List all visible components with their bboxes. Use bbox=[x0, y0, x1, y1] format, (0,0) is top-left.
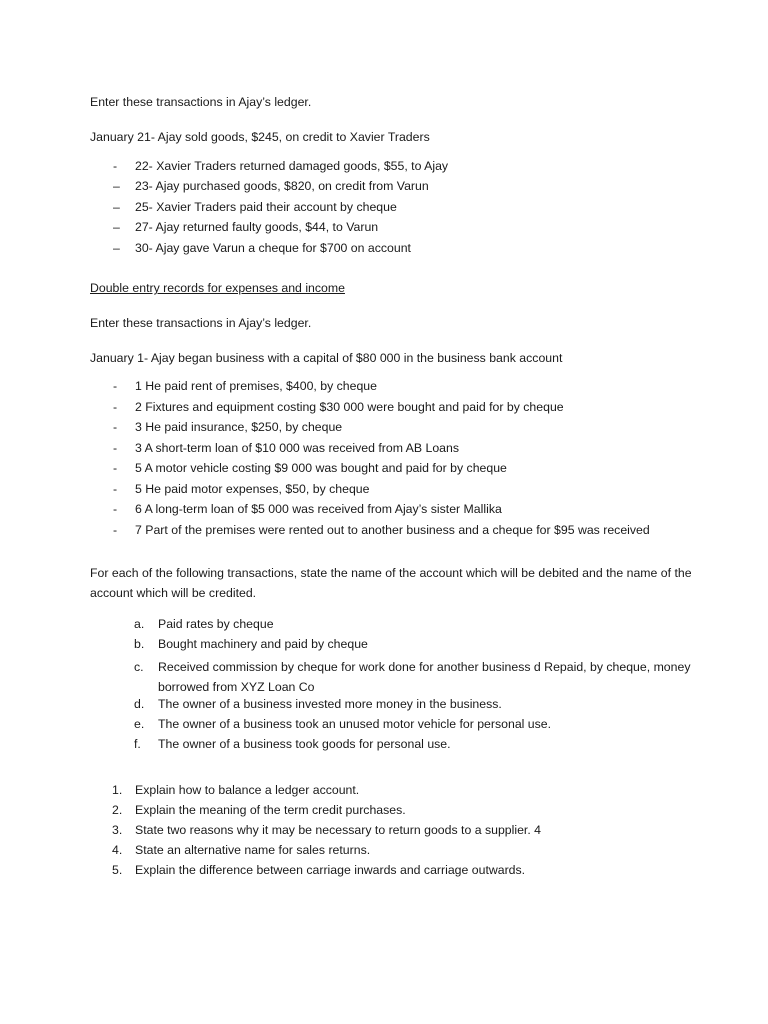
list-item: 3. State two reasons why it may be necessary to return goods to a supplier. 4 bbox=[112, 823, 542, 838]
section1-lead: January 21- Ajay sold goods, $245, on credit to Xavier Traders bbox=[90, 129, 430, 144]
list-item: b. Bought machinery and paid by cheque bbox=[134, 637, 368, 652]
section4-list bbox=[90, 783, 730, 883]
list-item: - 3 A short-term loan of $10 000 was received from AB Loans bbox=[113, 440, 459, 455]
list-item: f. The owner of a business took goods for personal use. bbox=[134, 737, 451, 752]
list-item: - 3 He paid insurance, $250, by cheque bbox=[113, 420, 343, 435]
list-item: 2. Explain the meaning of the term credit purchases. bbox=[112, 803, 406, 818]
list-item: – 27- Ajay returned faulty goods, $44, to Varun bbox=[113, 220, 379, 234]
list-item: d. The owner of a business invested more money in the business. bbox=[134, 697, 502, 712]
list-item: e. The owner of a business took an unused motor vehicle for personal use. bbox=[134, 717, 552, 732]
section1-intro: Enter these transactions in Ajay’s ledger. bbox=[90, 95, 312, 109]
section2-list bbox=[90, 379, 730, 543]
list-item: - 7 Part of the premises were rented out to another business and a cheque for $95 was received bbox=[113, 522, 650, 537]
section2-heading: Double entry records for expenses and income bbox=[90, 281, 345, 295]
list-item: – 30- Ajay gave Varun a cheque for $700 on account bbox=[113, 240, 411, 255]
section3-list bbox=[90, 617, 730, 757]
list-item: - 2 Fixtures and equipment costing $30 000 were bought and paid for by cheque bbox=[113, 399, 564, 414]
list-item: - 22- Xavier Traders returned damaged goods, $55, to Ajay bbox=[113, 158, 449, 173]
document-page bbox=[90, 95, 730, 883]
list-item: - 5 A motor vehicle costing $9 000 was bought and paid for by cheque bbox=[113, 461, 507, 476]
list-item: – 25- Xavier Traders paid their account by cheque bbox=[113, 199, 397, 214]
section2-lead: January 1- Ajay began business with a capital of $80 000 in the business bank account bbox=[90, 350, 563, 365]
section1-list bbox=[90, 159, 730, 262]
list-item: c. Received commission by cheque for work done for another business d Repaid, by cheque, money borrowed from XYZ Loan Co bbox=[134, 660, 691, 695]
list-item: a. Paid rates by cheque bbox=[134, 617, 274, 632]
section3-intro: For each of the following transactions, state the name of the account which will be debited and the name of the account which will be credited. bbox=[90, 566, 692, 601]
list-item: 4. State an alternative name for sales returns. bbox=[112, 843, 371, 858]
list-item: - 1 He paid rent of premises, $400, by cheque bbox=[113, 379, 377, 394]
list-item: – 23- Ajay purchased goods, $820, on credit from Varun bbox=[113, 179, 429, 193]
list-item: - 6 A long-term loan of $5 000 was received from Ajay’s sister Mallika bbox=[113, 502, 502, 517]
list-item: - 5 He paid motor expenses, $50, by cheque bbox=[113, 481, 370, 496]
list-item: 1. Explain how to balance a ledger account. bbox=[112, 783, 360, 798]
section2-intro: Enter these transactions in Ajay’s ledger. bbox=[90, 315, 312, 330]
list-item: 5. Explain the difference between carriage inwards and carriage outwards. bbox=[112, 863, 526, 878]
